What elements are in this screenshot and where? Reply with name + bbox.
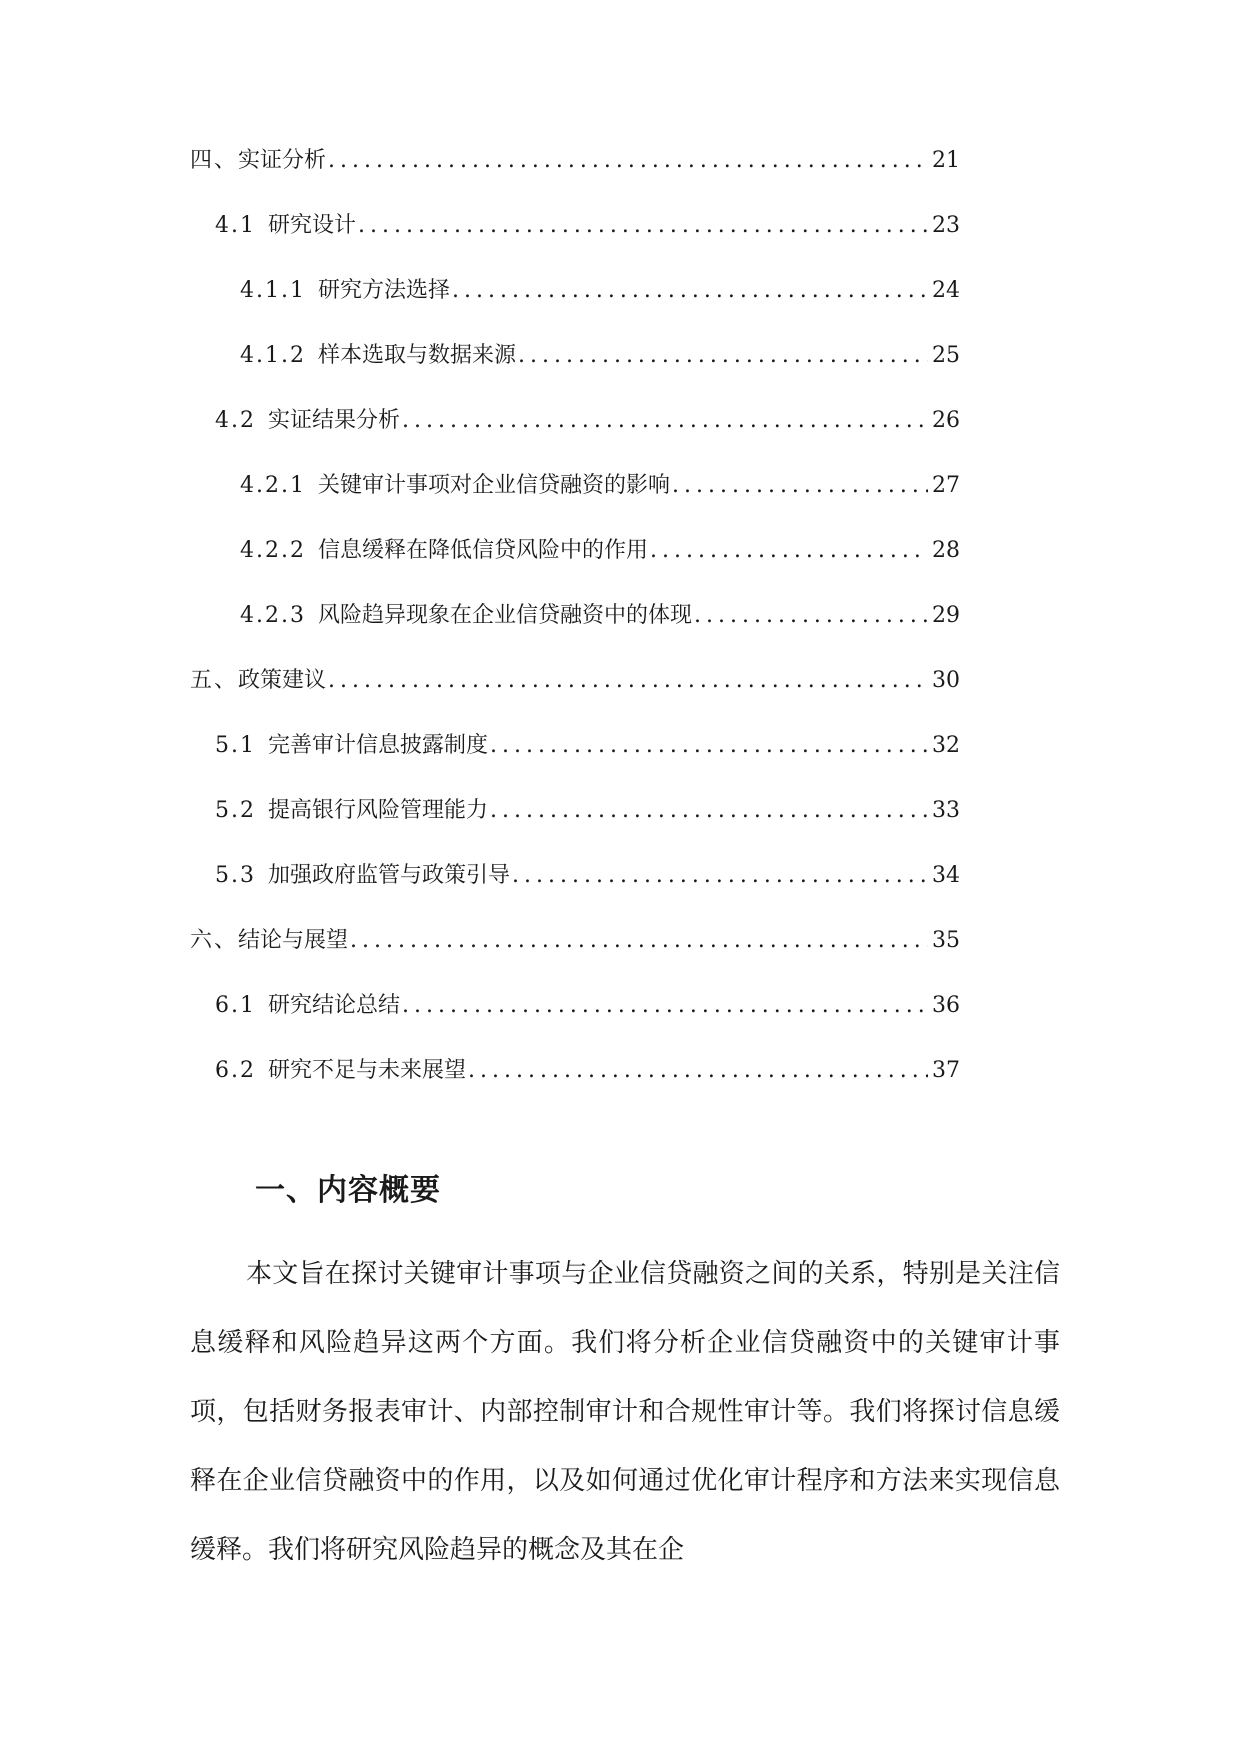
toc-entry-title: 实证分析: [238, 148, 327, 173]
toc-entry-number: 5.1: [215, 733, 256, 758]
toc-entry-number: 4.2.2: [240, 538, 306, 563]
toc-entry-title: 样本选取与数据来源: [317, 343, 516, 368]
toc-entry-page: 27: [932, 473, 960, 498]
toc-entry[interactable]: [190, 341, 960, 406]
toc-entry-title: 完善审计信息披露制度: [268, 733, 489, 758]
toc-entry-number: 4.2: [215, 408, 256, 433]
toc-entry-page: 28: [932, 538, 960, 563]
toc-entry[interactable]: [190, 796, 960, 861]
toc-dot-leader: [358, 211, 928, 241]
toc-entry[interactable]: [190, 146, 960, 211]
toc-entry-title: 提高银行风险管理能力: [268, 798, 489, 823]
toc-entry[interactable]: [190, 731, 960, 796]
summary-paragraph: 本文旨在探讨关键审计事项与企业信贷融资之间的关系，特别是关注信息缓释和风险趋异这两个方面。我们将分析企业信贷融资中的关键审计事项，包括财务报表审计、内部控制审计和合规性审计等。我们将探讨信息缓释在企业信贷融资中的作用，以及如何通过优化审计程序和方法来实现信息缓释。我们将研究风险趋异的概念及其在企: [190, 1259, 1060, 1565]
toc-entry-number: 6.2: [215, 1058, 256, 1083]
toc-entry-title: 研究不足与未来展望: [268, 1058, 467, 1083]
toc-entry-page: 26: [932, 408, 960, 433]
table-of-contents: [190, 146, 960, 1121]
toc-dot-leader: [350, 926, 928, 956]
toc-dot-leader: [694, 601, 928, 631]
toc-entry-number: 5.2: [215, 798, 256, 823]
toc-entry-page: 25: [932, 343, 960, 368]
toc-entry-title: 研究方法选择: [317, 278, 450, 303]
toc-dot-leader: [650, 536, 928, 566]
toc-entry-page: 35: [932, 928, 960, 953]
toc-entry-number: 四、: [190, 148, 239, 173]
toc-entry[interactable]: [190, 926, 960, 991]
toc-entry-title: 研究结论总结: [268, 993, 401, 1018]
toc-dot-leader: [402, 406, 928, 436]
toc-entry-page: 30: [932, 668, 960, 693]
toc-entry-number: 6.1: [215, 993, 256, 1018]
toc-dot-leader: [518, 341, 928, 371]
toc-entry-number: 4.2.1: [240, 473, 306, 498]
toc-dot-leader: [672, 471, 928, 501]
toc-entry-page: 36: [932, 993, 960, 1018]
toc-dot-leader: [402, 991, 928, 1021]
toc-entry[interactable]: [190, 666, 960, 731]
section-heading: 一、内容概要: [255, 1173, 441, 1208]
toc-dot-leader: [490, 796, 928, 826]
toc-entry-page: 37: [932, 1058, 960, 1083]
toc-entry-title: 研究设计: [268, 213, 357, 238]
toc-entry-number: 五、: [190, 668, 239, 693]
toc-entry-number: 六、: [190, 928, 239, 953]
toc-entry-number: 5.3: [215, 863, 256, 888]
toc-entry-number: 4.1.2: [240, 343, 306, 368]
toc-entry[interactable]: [190, 861, 960, 926]
toc-entry[interactable]: [190, 991, 960, 1056]
toc-dot-leader: [328, 666, 928, 696]
toc-entry-page: 21: [932, 148, 960, 173]
toc-entry-title: 加强政府监管与政策引导: [268, 863, 511, 888]
toc-entry[interactable]: [190, 406, 960, 471]
toc-entry[interactable]: [190, 276, 960, 341]
toc-entry-page: 34: [932, 863, 960, 888]
toc-entry-page: 23: [932, 213, 960, 238]
toc-entry-title: 政策建议: [238, 668, 327, 693]
toc-entry-number: 4.1.1: [240, 278, 306, 303]
toc-entry-title: 实证结果分析: [268, 408, 401, 433]
toc-dot-leader: [328, 146, 928, 176]
toc-entry-page: 33: [932, 798, 960, 823]
toc-entry-title: 信息缓释在降低信贷风险中的作用: [317, 538, 648, 563]
toc-entry-page: 24: [932, 278, 960, 303]
toc-dot-leader: [490, 731, 928, 761]
toc-entry-title: 关键审计事项对企业信贷融资的影响: [317, 473, 670, 498]
toc-entry-number: 4.1: [215, 213, 256, 238]
toc-entry-title: 风险趋异现象在企业信贷融资中的体现: [317, 603, 692, 628]
toc-dot-leader: [468, 1056, 928, 1086]
toc-dot-leader: [512, 861, 928, 891]
toc-entry-number: 4.2.3: [240, 603, 306, 628]
toc-entry[interactable]: [190, 1056, 960, 1121]
toc-entry[interactable]: [190, 536, 960, 601]
toc-entry-title: 结论与展望: [238, 928, 349, 953]
toc-dot-leader: [452, 276, 928, 306]
toc-entry[interactable]: [190, 601, 960, 666]
toc-entry-page: 32: [932, 733, 960, 758]
toc-entry[interactable]: [190, 211, 960, 276]
toc-entry-page: 29: [932, 603, 960, 628]
toc-entry[interactable]: [190, 471, 960, 536]
